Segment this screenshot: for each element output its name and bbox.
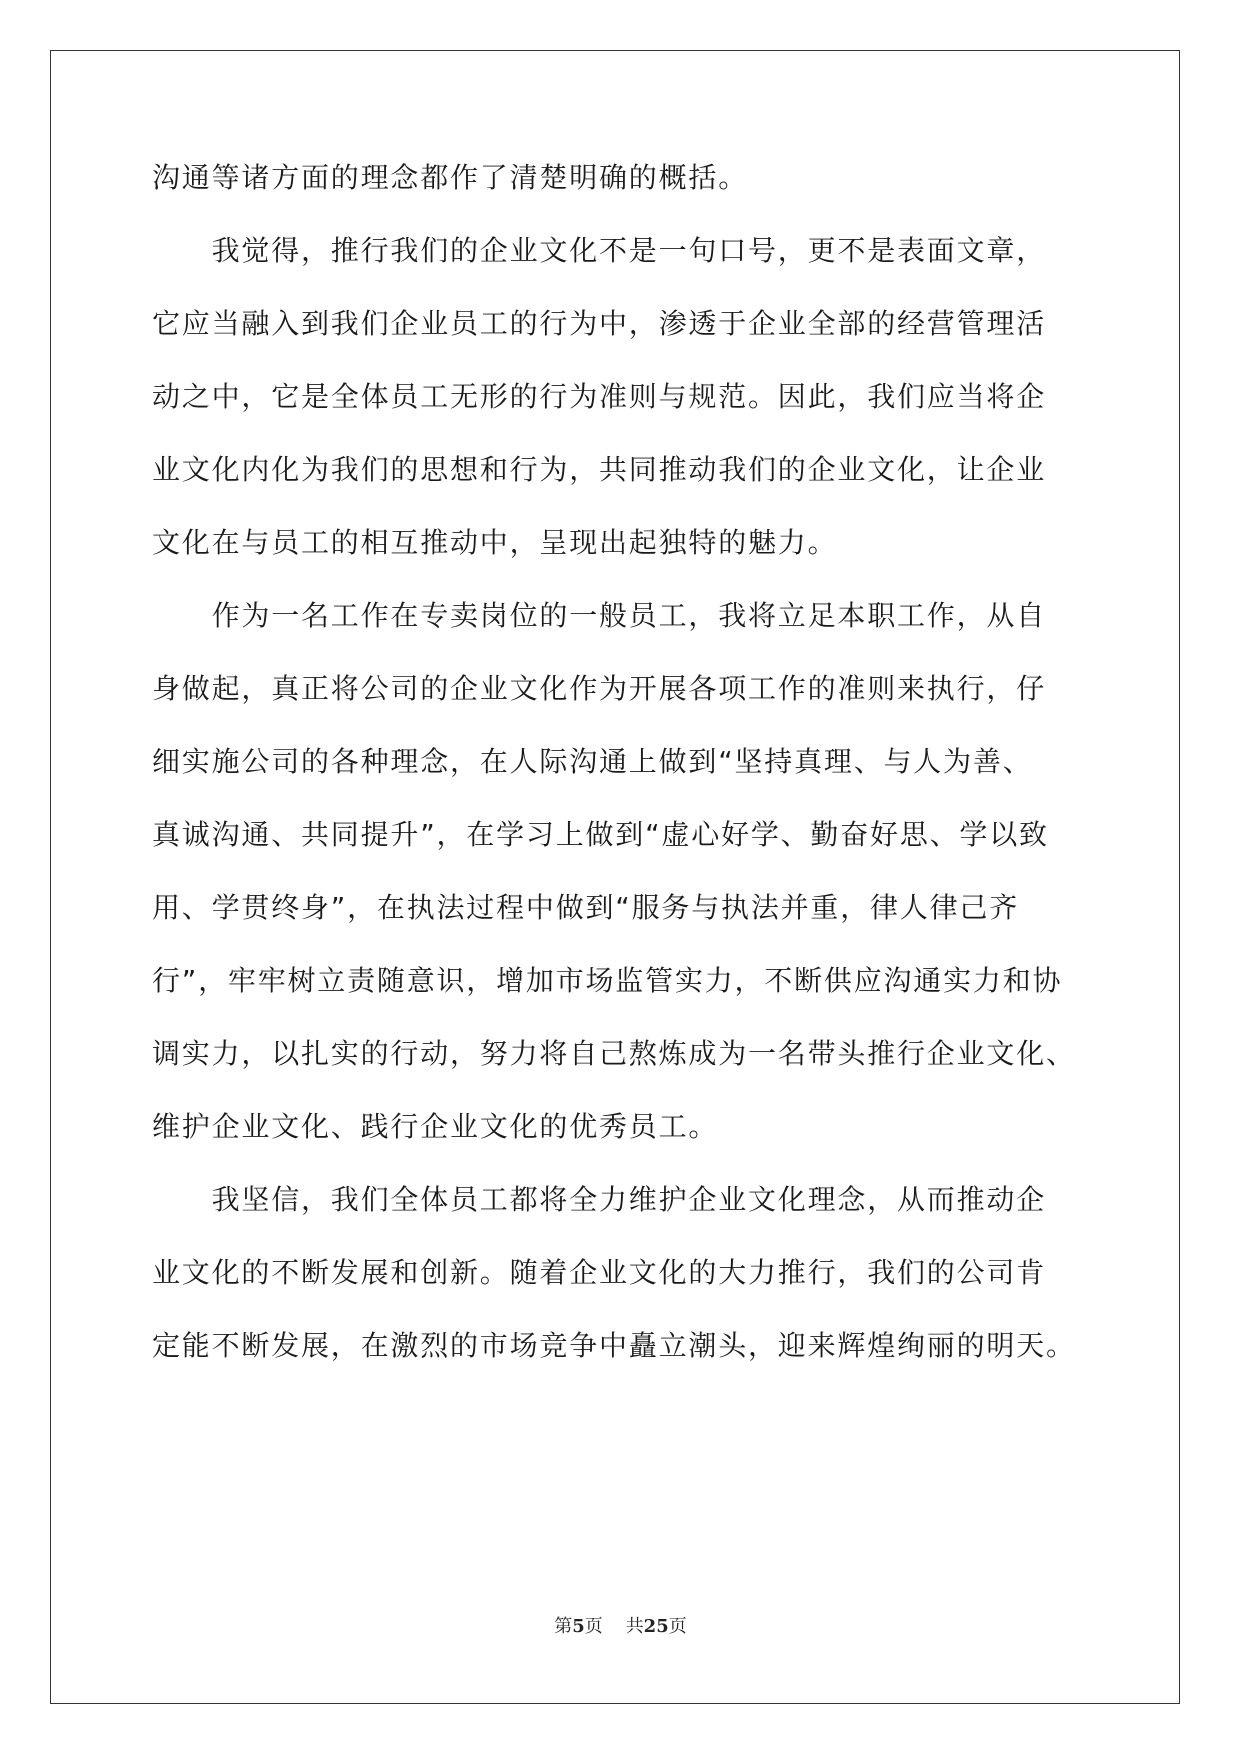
text-line: 维护企业文化、践行企业文化的优秀员工。 [152,1110,719,1143]
text-line: 行”，牢牢树立责随意识，增加市场监管实力，不断供应沟通实力和协 [152,964,1063,997]
text-line: 业文化的不断发展和创新。随着企业文化的大力推行，我们的公司肯 [152,1256,1047,1289]
total-pages: 25 [643,1616,669,1637]
total-prefix: 共 [625,1616,644,1637]
text-line: 业文化内化为我们的思想和行为，共同推动我们的企业文化，让企业 [152,453,1047,486]
text-line: 我坚信，我们全体员工都将全力维护企业文化理念，从而推动企 [152,1183,1047,1216]
text-line: 细实施公司的各种理念，在人际沟通上做到“坚持真理、与人为善、 [152,745,1033,778]
text-line: 它应当融入到我们企业员工的行为中，渗透于企业全部的经营管理活 [152,307,1047,340]
text-line: 身做起，真正将公司的企业文化作为开展各项工作的准则来执行，仔 [152,672,1047,705]
page-prefix: 第 [554,1616,573,1637]
page-border [50,50,1180,1704]
text-line: 沟通等诸方面的理念都作了清楚明确的概括。 [152,161,749,194]
text-line: 文化在与员工的相互推动中，呈现出起独特的魅力。 [152,526,838,559]
page-footer [0,1615,1241,1639]
text-line: 真诚沟通、共同提升”，在学习上做到“虚心好学、勤奋好思、学以致 [152,818,1049,851]
page-number: 5 [572,1616,585,1637]
text-line: 用、学贯终身”，在执法过程中做到“服务与执法并重，律人律己齐 [152,891,1020,924]
page-suffix: 页 [584,1616,603,1637]
text-line: 作为一名工作在专卖岗位的一般员工，我将立足本职工作，从自 [152,599,1047,632]
total-suffix: 页 [668,1616,687,1637]
text-line: 我觉得，推行我们的企业文化不是一句口号，更不是表面文章， [152,234,1047,267]
text-line: 定能不断发展，在激烈的市场竞争中矗立潮头，迎来辉煌绚丽的明天。 [152,1329,1076,1362]
text-line: 动之中，它是全体员工无形的行为准则与规范。因此，我们应当将企 [152,380,1047,413]
text-line: 调实力，以扎实的行动，努力将自己熬炼成为一名带头推行企业文化、 [152,1037,1076,1070]
